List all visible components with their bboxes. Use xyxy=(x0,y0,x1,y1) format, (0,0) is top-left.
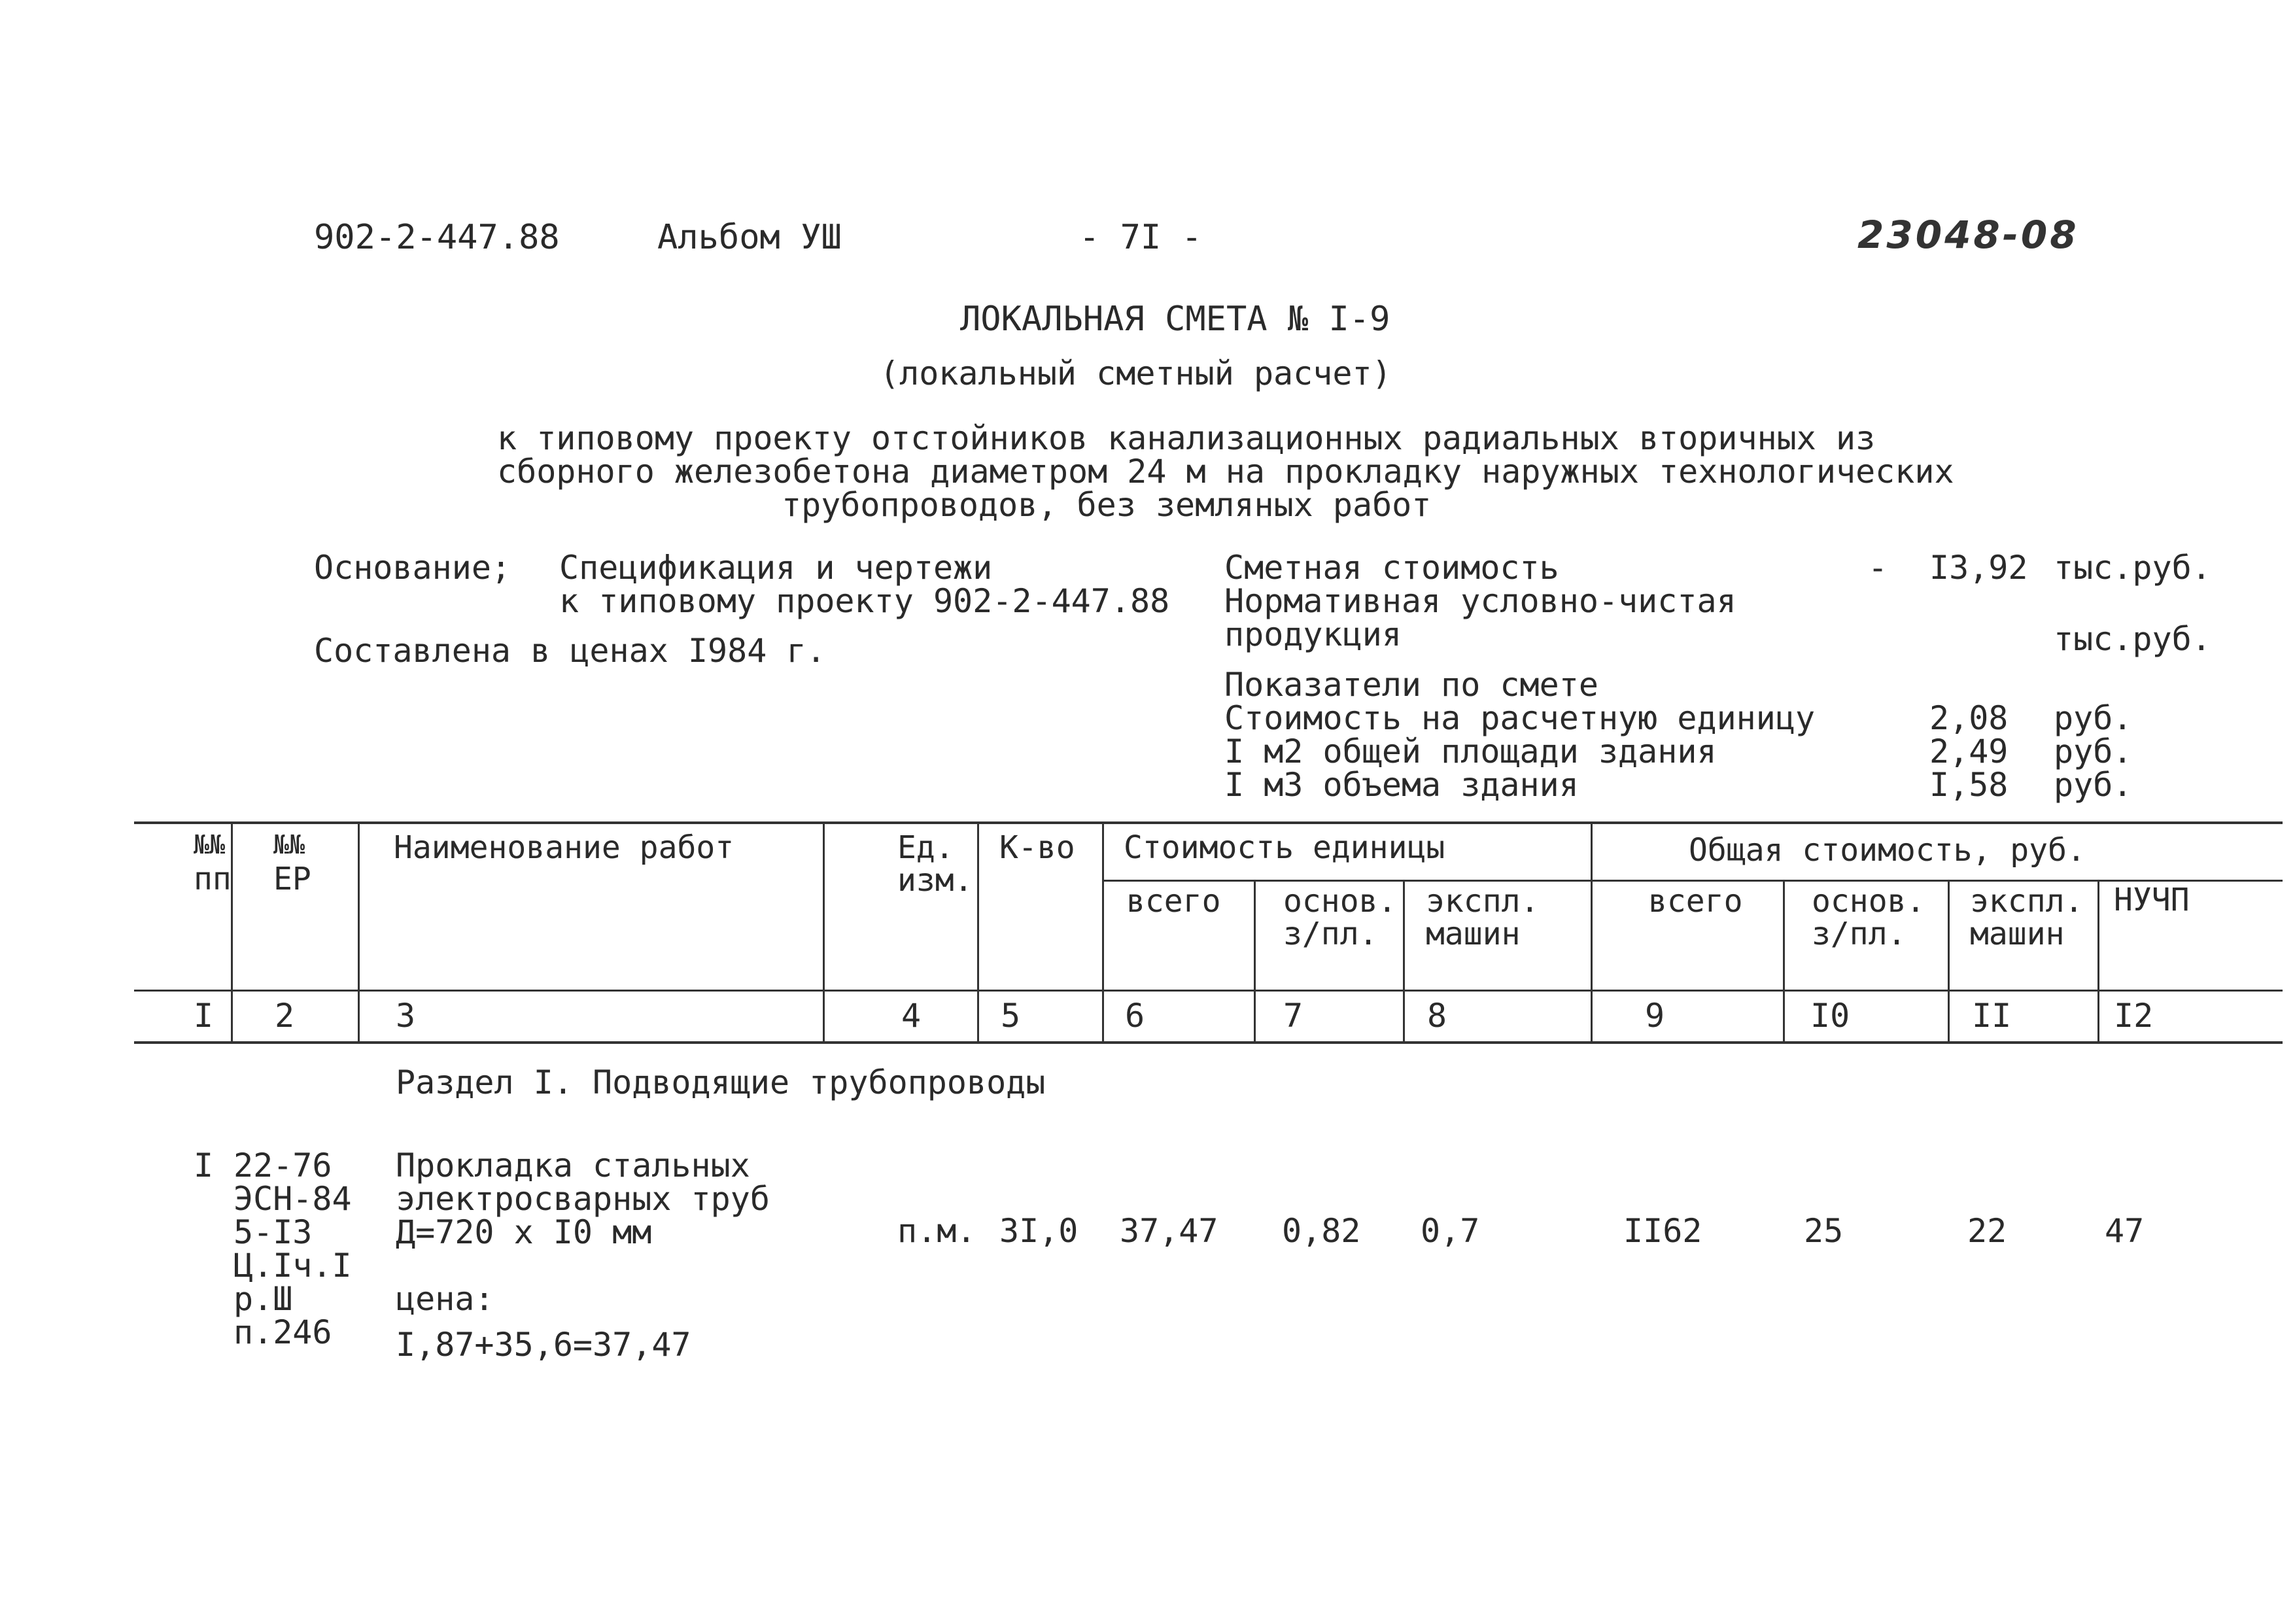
row-work-name-line: Прокладка стальных xyxy=(396,1147,750,1184)
column-number: I xyxy=(194,997,214,1035)
column-number: 2 xyxy=(275,997,295,1035)
row-nuchp: 47 xyxy=(2105,1212,2145,1250)
indicator-value: I,58 xyxy=(1929,766,2009,804)
header-total-machines-sub: машин xyxy=(1970,916,2065,952)
normative-label-1: Нормативная условно-чистая xyxy=(1224,582,1736,620)
col-divider xyxy=(823,821,825,1043)
column-number: 6 xyxy=(1125,997,1145,1035)
row-reference-line: р.Ш xyxy=(233,1280,293,1318)
col-divider xyxy=(977,821,979,1043)
header-unit-wage-sub: з/пл. xyxy=(1283,916,1378,952)
row-reference-line: Ц.Iч.I xyxy=(233,1247,352,1285)
row-unit: п.м. xyxy=(897,1212,976,1250)
indicator-label: I м2 общей площади здания xyxy=(1224,733,1717,770)
row-price-label: цена: xyxy=(396,1280,494,1318)
column-number: II xyxy=(1972,997,2012,1035)
table-top-rule xyxy=(134,821,2283,824)
normative-label-2: продукция xyxy=(1224,615,1402,653)
col-divider xyxy=(1102,821,1104,1043)
estimated-cost-value: I3,92 xyxy=(1929,549,2028,587)
header-row-number-sub: пп xyxy=(194,861,232,897)
col-divider xyxy=(358,821,360,1043)
row-quantity: 3I,0 xyxy=(999,1212,1078,1250)
header-total-cost-group: Общая стоимость, руб. xyxy=(1689,832,2086,869)
column-number: I2 xyxy=(2114,997,2154,1035)
row-reference-line: п.246 xyxy=(233,1313,332,1351)
header-quantity: К-во xyxy=(999,829,1075,866)
col-divider xyxy=(1254,880,1256,1043)
column-number: 5 xyxy=(1001,997,1021,1035)
header-unit-total: всего xyxy=(1126,883,1221,920)
estimated-cost-dash: - xyxy=(1868,549,1888,587)
indicator-label: Стоимость на расчетную единицу xyxy=(1224,699,1816,737)
col-divider xyxy=(1948,880,1950,1043)
row-reference-line: 22-76 xyxy=(233,1147,332,1184)
header-unit-cost-group: Стоимость единицы xyxy=(1124,829,1445,866)
subheader-rule xyxy=(1102,880,2283,882)
column-number: 7 xyxy=(1283,997,1303,1035)
normative-unit: тыс.руб. xyxy=(2054,620,2211,658)
indicator-value: 2,49 xyxy=(1929,733,2009,770)
indicator-value: 2,08 xyxy=(1929,699,2009,737)
row-work-name-line: Д=720 х I0 мм xyxy=(396,1213,652,1251)
indicator-unit: руб. xyxy=(2054,733,2133,770)
header-unit: Ед. xyxy=(897,829,954,866)
estimate-subtitle: (локальный сметный расчет) xyxy=(880,354,1392,392)
row-price-formula: I,87+35,6=37,47 xyxy=(396,1326,691,1364)
row-unit-total: 37,47 xyxy=(1120,1212,1218,1250)
header-work-name: Наименование работ xyxy=(394,829,734,866)
section-title: Раздел I. Подводящие трубопроводы xyxy=(396,1063,1046,1101)
header-nuchp: НУЧП xyxy=(2114,882,2190,918)
header-row-number: №№ xyxy=(194,830,226,860)
col-divider xyxy=(231,821,233,1043)
subject-line-3: трубопроводов, без земляных работ xyxy=(782,486,1432,524)
page-number: - 7I - xyxy=(1079,218,1202,257)
indicator-label: I м3 объема здания xyxy=(1224,766,1579,804)
indicators-title: Показатели по смете xyxy=(1224,666,1598,704)
estimate-title: ЛОКАЛЬНАЯ СМЕТА № I-9 xyxy=(960,300,1390,339)
header-unit-machines: экспл. xyxy=(1426,883,1540,920)
row-reference-line: 5-I3 xyxy=(233,1213,313,1251)
col-divider xyxy=(2097,880,2099,1043)
header-unit-wage: основ. xyxy=(1283,883,1397,920)
album-label: Альбом УШ xyxy=(657,218,842,257)
row-total-wage: 25 xyxy=(1804,1212,1844,1250)
basis-line-2: к типовому проекту 902-2-447.88 xyxy=(559,582,1170,620)
header-total: всего xyxy=(1648,883,1743,920)
project-code: 902-2-447.88 xyxy=(314,218,560,257)
col-divider xyxy=(1591,821,1593,1043)
row-unit-wage: 0,82 xyxy=(1282,1212,1361,1250)
basis-line-1: Спецификация и чертежи xyxy=(559,549,993,587)
header-total-wage: основ. xyxy=(1812,883,1925,920)
header-bottom-rule xyxy=(134,990,2283,992)
row-total-machines: 22 xyxy=(1967,1212,2007,1250)
row-unit-machines: 0,7 xyxy=(1421,1212,1480,1250)
numbers-bottom-rule xyxy=(134,1041,2283,1044)
indicator-unit: руб. xyxy=(2054,766,2133,804)
column-number: 3 xyxy=(396,997,416,1035)
basis-label: Основание; xyxy=(314,549,511,587)
subject-line-1: к типовому проекту отстойников канализационных радиальных вторичных из xyxy=(497,419,1876,457)
subject-line-2: сборного железобетона диаметром 24 м на прокладку наружных технологических xyxy=(497,453,1954,491)
header-er-sub: ЕР xyxy=(273,861,311,897)
row-total: II62 xyxy=(1623,1212,1702,1250)
header-er-number: №№ xyxy=(273,830,305,860)
estimated-cost-label: Сметная стоимость xyxy=(1224,549,1559,587)
row-number: I xyxy=(194,1147,214,1184)
column-number: 8 xyxy=(1427,997,1447,1035)
price-basis: Составлена в ценах I984 г. xyxy=(314,632,826,670)
col-divider xyxy=(1403,880,1405,1043)
estimated-cost-unit: тыс.руб. xyxy=(2054,549,2211,587)
header-total-wage-sub: з/пл. xyxy=(1812,916,1907,952)
column-number: 4 xyxy=(901,997,922,1035)
indicator-unit: руб. xyxy=(2054,699,2133,737)
column-number: 9 xyxy=(1645,997,1665,1035)
row-reference-line: ЭСН-84 xyxy=(233,1180,352,1218)
document-stamp: 23048-08 xyxy=(1857,213,2079,257)
header-unit-sub: изм. xyxy=(897,862,973,899)
header-total-machines: экспл. xyxy=(1970,883,2084,920)
col-divider xyxy=(1783,880,1785,1043)
row-work-name-line: электросварных труб xyxy=(396,1180,770,1218)
header-unit-machines-sub: машин xyxy=(1426,916,1521,952)
column-number: I0 xyxy=(1810,997,1850,1035)
